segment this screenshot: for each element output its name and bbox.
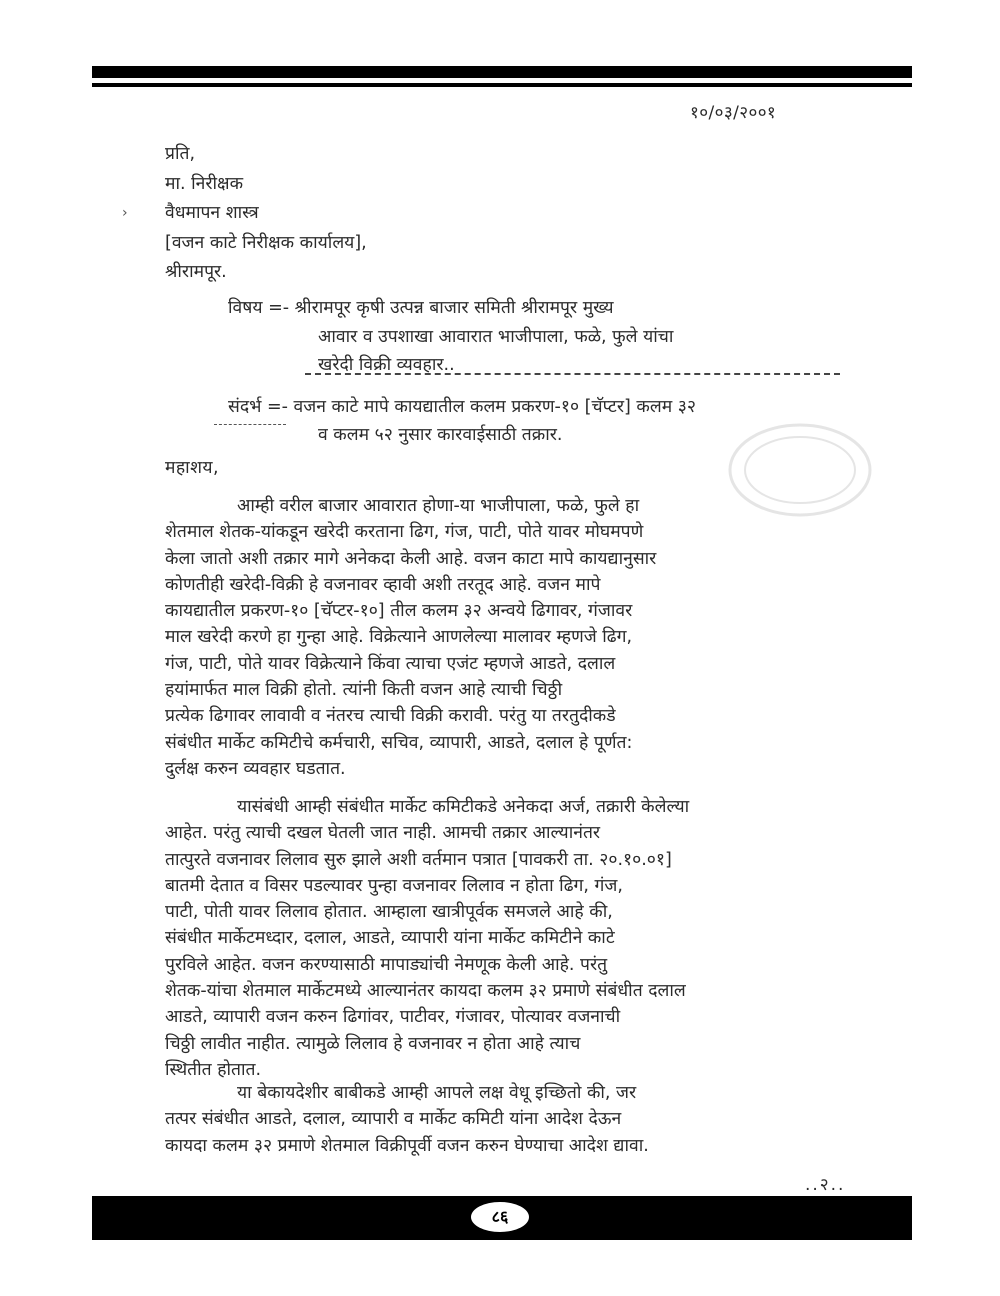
- recipient-address: [165, 140, 367, 288]
- paragraph-line: दुर्लक्ष करुन व्यवहार घडतात.: [165, 758, 346, 779]
- paragraph-line: प्रत्येक ढिगावर लावावी व नंतरच त्याची विक्री करावी. परंतु या तरतुदीकडे: [165, 706, 616, 727]
- header-rule-thick: [92, 66, 912, 78]
- subject-divider: [305, 373, 840, 375]
- subject-line: आवार व उपशाखा आवारात भाजीपाला, फळे, फुले यांचा: [318, 326, 674, 347]
- reference-label-underline: [214, 424, 286, 425]
- paragraph-line: गंज, पाटी, पोते यावर विक्रेत्याने किंवा त्याचा एजंट म्हणजे आडते, दलाल: [165, 653, 616, 674]
- page-number: ८६: [471, 1202, 529, 1232]
- margin-mark: ›: [122, 205, 128, 221]
- reference-block: [228, 393, 868, 449]
- paragraph-line: हयांमार्फत माल विक्री होतो. त्यांनी किती वजन आहे त्याची चिठ्ठी: [165, 680, 563, 701]
- paragraph-line: केला जातो अशी तक्रार मागे अनेकदा केली आहे. वजन काटा मापे कायद्यानुसार: [165, 548, 657, 569]
- paragraph-line: माल खरेदी करणे हा गुन्हा आहे. विक्रेत्याने आणलेल्या मालावर म्हणजे ढिग,: [165, 627, 633, 648]
- subject-block: [228, 294, 848, 380]
- paragraph-line: तत्पर संबंधीत आडते, दलाल, व्यापारी व मार्केट कमिटी यांना आदेश देऊन: [165, 1109, 622, 1130]
- paragraph-line: संबंधीत मार्केट कमिटीचे कर्मचारी, सचिव, व्यापारी, आडते, दलाल हे पूर्णत:: [165, 732, 633, 753]
- paragraph-line: पुरविले आहेत. वजन करण्यासाठी मापाड्यांची नेमणूक केली आहे. परंतु: [165, 954, 608, 975]
- paragraph-line: संबंधीत मार्केटमध्दार, दलाल, आडते, व्यापारी यांना मार्केट कमिटीने काटे: [165, 928, 615, 949]
- subject-line: खरेदी विक्री व्यवहार..: [318, 355, 455, 375]
- reference-line: वजन काटे मापे कायद्यातील कलम प्रकरण-१० [चॅप्टर] कलम ३२: [293, 397, 696, 417]
- paragraph-line: शेतक-यांचा शेतमाल मार्केटमध्ये आल्यानंतर कायदा कलम ३२ प्रमाणे संबंधीत दलाल: [165, 981, 686, 1002]
- paragraph-line: या बेकायदेशीर बाबीकडे आम्ही आपले लक्ष वेधू इच्छितो की, जर: [237, 1083, 637, 1103]
- address-prati: प्रति,: [165, 144, 196, 164]
- salutation: महाशय,: [165, 458, 219, 478]
- address-line1: मा. निरीक्षक: [165, 173, 244, 194]
- paragraph-line: चिठ्ठी लावीत नाहीत. त्यामुळे लिलाव हे वजनावर न होता आहे त्याच: [165, 1033, 581, 1054]
- paragraph-line: आहेत. परंतु त्याची दखल घेतली जात नाही. आमची तक्रार आल्यानंतर: [165, 823, 601, 844]
- subject-line: श्रीरामपूर कृषी उत्पन्न बाजार समिती श्रीरामपूर मुख्य: [294, 298, 614, 318]
- header-rule-thin: [92, 83, 912, 87]
- body-paragraph-2: [165, 794, 875, 1083]
- paragraph-line: आम्ही वरील बाजार आवारात होणा-या भाजीपाला, फळे, फुले हा: [237, 496, 640, 516]
- reference-label: संदर्भ =-: [228, 397, 288, 417]
- paragraph-line: बातमी देतात व विसर पडल्यावर पुन्हा वजनावर लिलाव न होता ढिग, गंज,: [165, 875, 623, 896]
- reference-line: व कलम ५२ नुसार कारवाईसाठी तक्रार.: [318, 425, 563, 445]
- address-line2: वैधमापन शास्त्र: [165, 203, 259, 223]
- letter-date: १०/०३/२००१: [690, 103, 777, 123]
- body-paragraph-1: [165, 493, 875, 782]
- address-line4: श्रीरामपूर.: [165, 262, 227, 282]
- paragraph-line: पाटी, पोती यावर लिलाव होतात. आम्हाला खात्रीपूर्वक समजले आहे की,: [165, 902, 613, 923]
- address-line3: [वजन काटे निरीक्षक कार्यालय],: [165, 232, 367, 253]
- body-paragraph-3: [165, 1080, 875, 1159]
- subject-label: विषय =-: [228, 298, 290, 318]
- paragraph-line: तात्पुरते वजनावर लिलाव सुरु झाले अशी वर्तमान पत्रात [पावकरी ता. २०.१०.०१]: [165, 849, 672, 870]
- paragraph-line: कायदा कलम ३२ प्रमाणे शेतमाल विक्रीपूर्वी वजन करुन घेण्याचा आदेश द्यावा.: [165, 1135, 649, 1156]
- paragraph-line: आडते, व्यापारी वजन करुन ढिगांवर, पाटीवर, गंजावर, पोत्यावर वजनाची: [165, 1007, 621, 1028]
- paragraph-line: कायद्यातील प्रकरण-१० [चॅप्टर-१०] तील कलम ३२ अन्वये ढिगावर, गंजावर: [165, 601, 633, 622]
- paragraph-line: कोणतीही खरेदी-विक्री हे वजनावर व्हावी अशी तरतूद आहे. वजन मापे: [165, 574, 601, 595]
- continuation-marker: ..२..: [805, 1175, 846, 1195]
- paragraph-line: यासंबंधी आम्ही संबंधीत मार्केट कमिटीकडे अनेकदा अर्ज, तक्रारी केलेल्या: [237, 797, 690, 817]
- paragraph-line: शेतमाल शेतक-यांकडून खरेदी करताना ढिग, गंज, पाटी, पोते यावर मोघमपणे: [165, 522, 644, 543]
- paragraph-line: स्थितीत होतात.: [165, 1059, 262, 1080]
